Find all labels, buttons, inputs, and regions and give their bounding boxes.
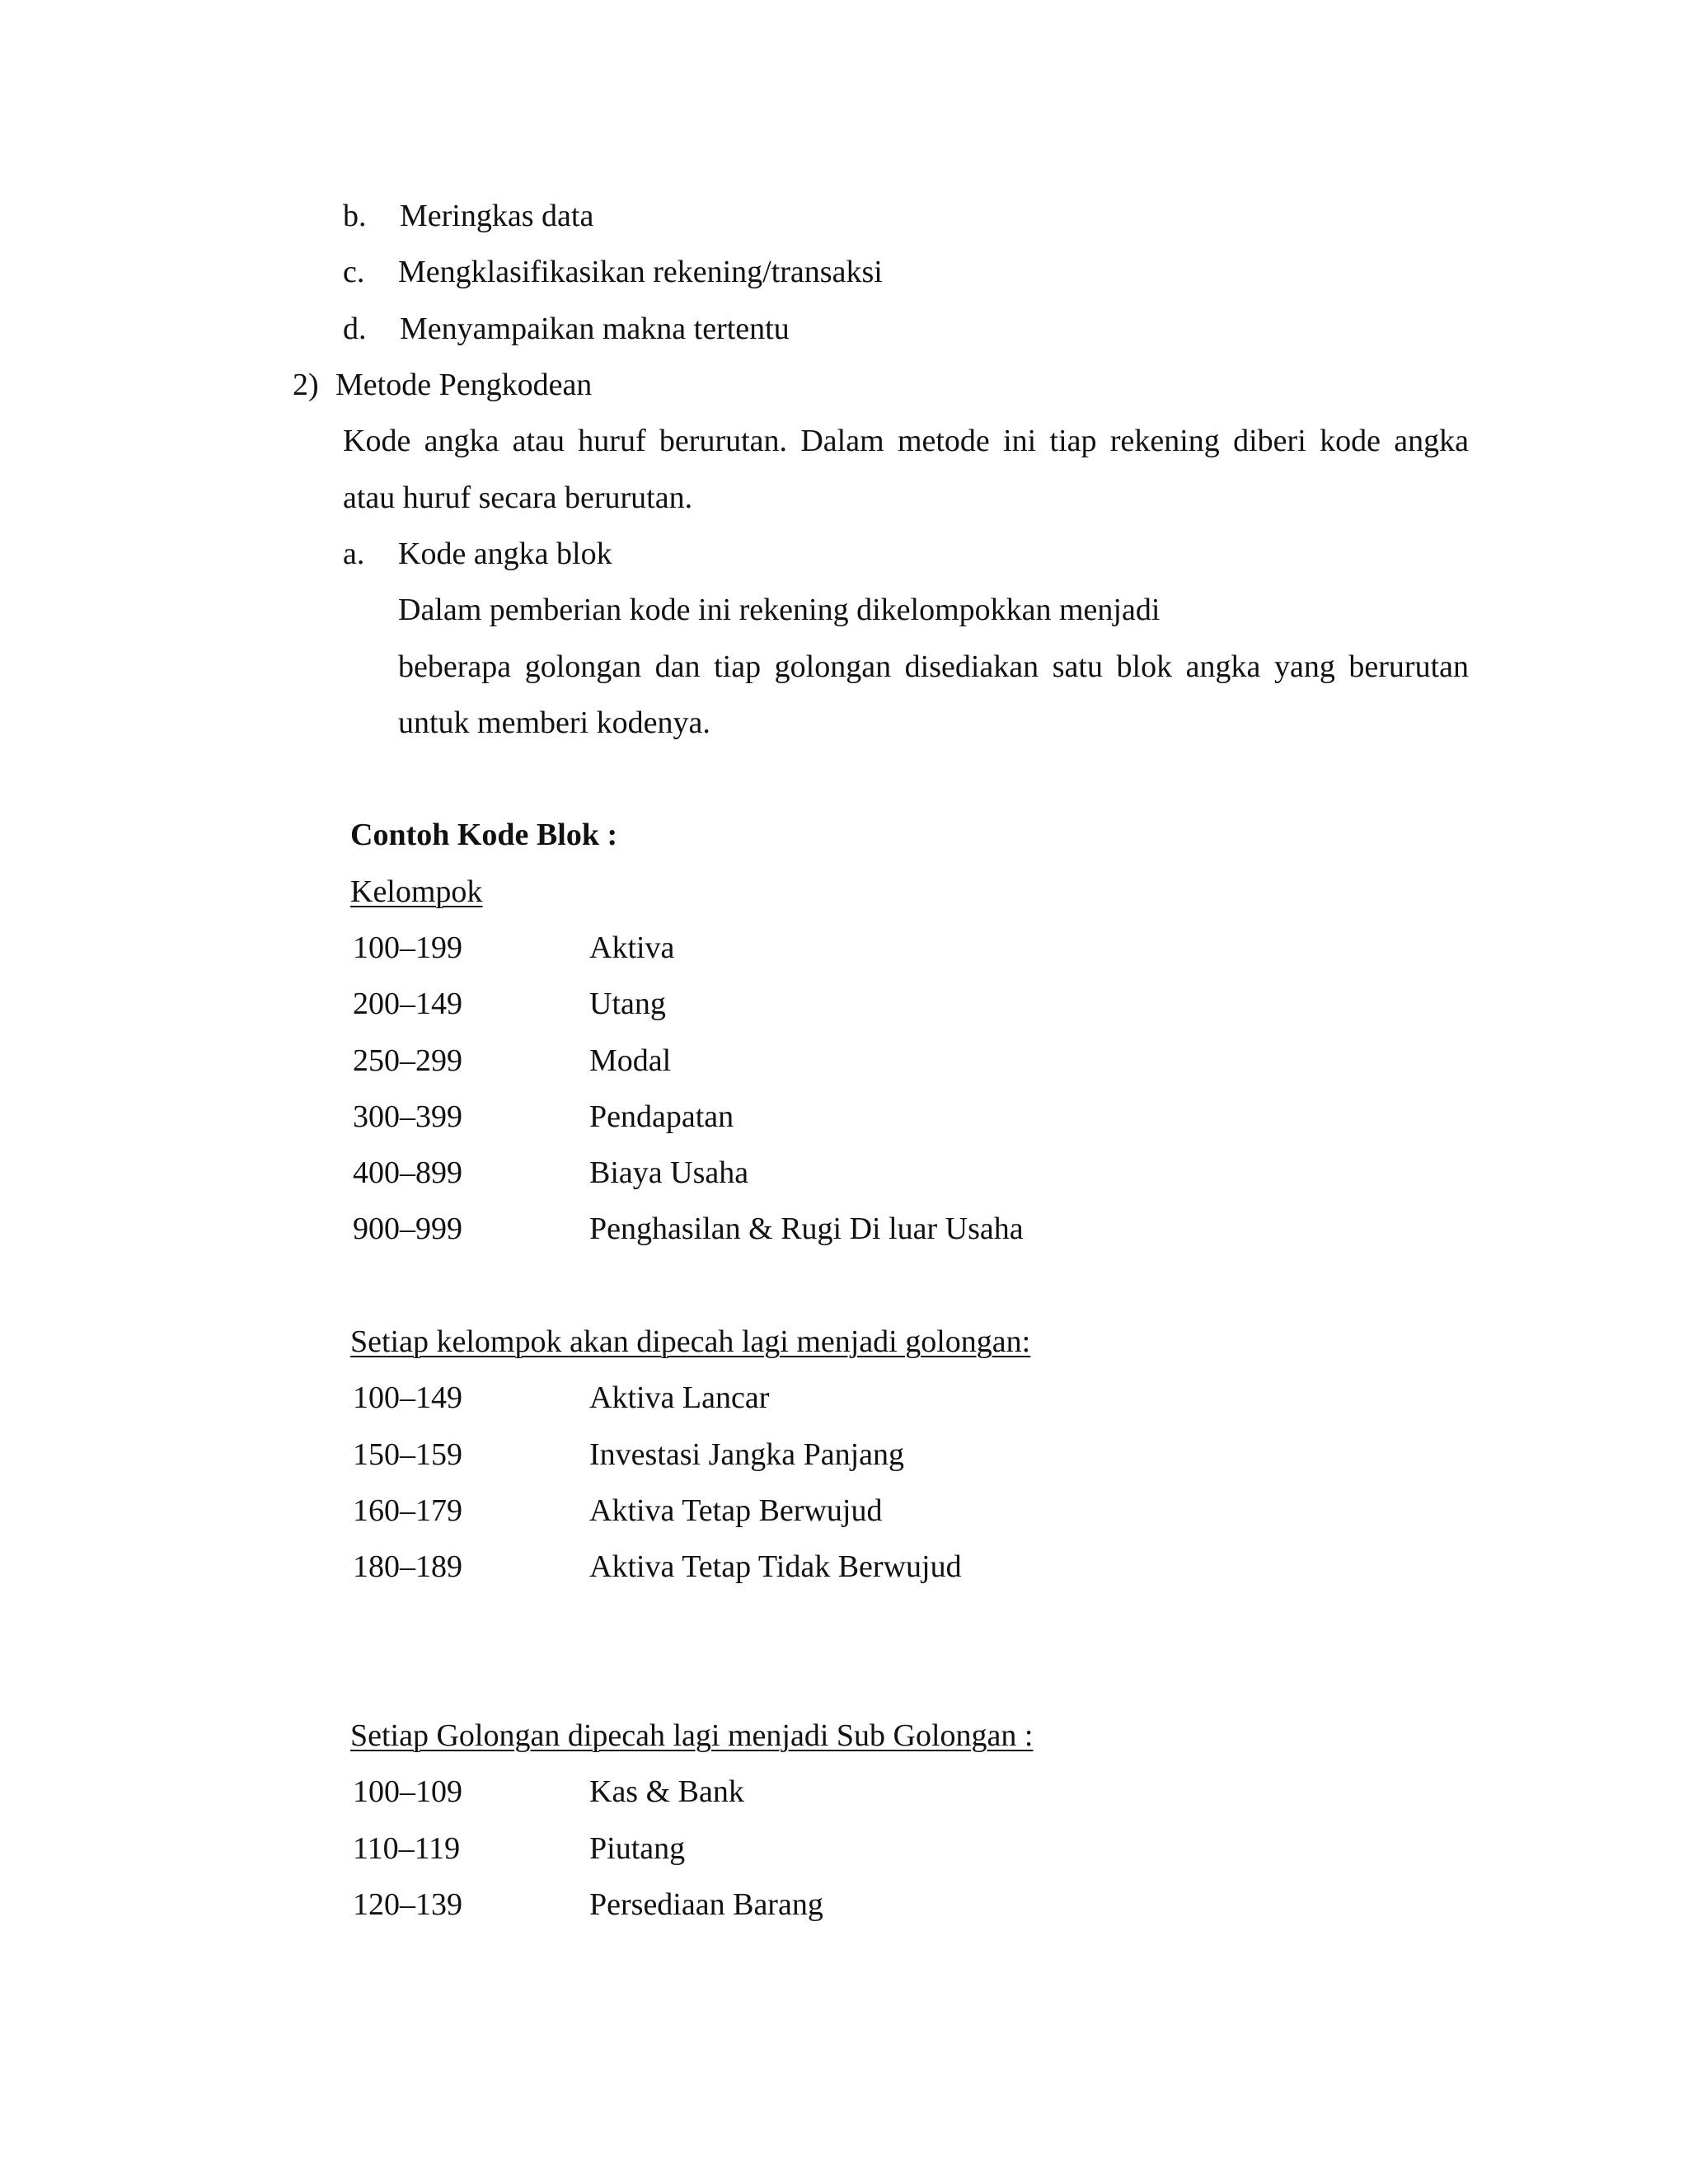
sub-title: Kode angka blok	[398, 537, 612, 571]
list-item-b: Meringkas data	[400, 199, 594, 233]
code-range: 120–139	[353, 1887, 462, 1922]
example-heading: Contoh Kode Blok :	[350, 818, 618, 852]
code-range: 100–199	[353, 930, 462, 965]
code-range: 900–999	[353, 1212, 462, 1246]
code-description: Aktiva Tetap Tidak Berwujud	[589, 1549, 962, 1584]
kelompok-row	[353, 988, 1177, 1024]
kelompok-row	[353, 1157, 1177, 1193]
code-description: Aktiva	[589, 930, 675, 965]
golongan-label: Setiap kelompok akan dipecah lagi menjadi golongan:	[350, 1324, 1031, 1359]
code-description: Aktiva Tetap Berwujud	[589, 1493, 883, 1528]
list-item-c: Mengklasifikasikan rekening/transaksi	[398, 255, 883, 289]
code-range: 160–179	[353, 1493, 462, 1528]
kelompok-row	[353, 1213, 1177, 1249]
code-range: 100–149	[353, 1380, 462, 1415]
code-description: Aktiva Lancar	[589, 1380, 770, 1415]
code-description: Utang	[589, 987, 666, 1021]
section-title: Metode Pengkodean	[335, 368, 593, 402]
code-range: 150–159	[353, 1437, 462, 1472]
code-range: 300–399	[353, 1099, 462, 1134]
golongan-row	[353, 1551, 1177, 1587]
code-range: 400–899	[353, 1155, 462, 1190]
code-description: Persediaan Barang	[589, 1887, 823, 1922]
code-description: Kas & Bank	[589, 1774, 744, 1809]
section-paragraph-line-1: Kode angka atau huruf berurutan. Dalam metode ini tiap rekening diberi kode angka	[343, 424, 1469, 458]
golongan-row	[353, 1495, 1177, 1531]
code-description: Investasi Jangka Panjang	[589, 1437, 905, 1472]
sub-golongan-row	[353, 1889, 1177, 1925]
kelompok-row	[353, 1045, 1177, 1081]
sub-paragraph-line-3: untuk memberi kodenya.	[398, 705, 710, 740]
list-item-d: Menyampaikan makna tertentu	[400, 312, 790, 346]
code-range: 200–149	[353, 987, 462, 1021]
list-marker-d: d.	[343, 312, 367, 346]
code-range: 250–299	[353, 1043, 462, 1078]
code-description: Modal	[589, 1043, 672, 1078]
list-marker-b: b.	[343, 199, 367, 233]
golongan-row	[353, 1382, 1177, 1418]
code-range: 100–109	[353, 1774, 462, 1809]
sub-golongan-row	[353, 1776, 1177, 1812]
code-range: 110–119	[353, 1831, 461, 1866]
sub-marker-a: a.	[343, 537, 365, 571]
sub-golongan-label: Setiap Golongan dipecah lagi menjadi Sub Golongan :	[350, 1718, 1034, 1753]
sub-paragraph-line-2: beberapa golongan dan tiap golongan disediakan satu blok angka yang berurutan	[398, 649, 1469, 684]
kelompok-row	[353, 1101, 1177, 1137]
sub-golongan-row	[353, 1833, 1177, 1869]
code-description: Biaya Usaha	[589, 1155, 749, 1190]
code-range: 180–189	[353, 1549, 462, 1584]
kelompok-row	[353, 932, 1177, 968]
section-paragraph-line-2: atau huruf secara berurutan.	[343, 480, 693, 515]
section-marker-2: 2)	[293, 368, 319, 402]
code-description: Pendapatan	[589, 1099, 734, 1134]
code-description: Piutang	[589, 1831, 686, 1866]
golongan-row	[353, 1439, 1177, 1475]
kelompok-label: Kelompok	[350, 874, 483, 909]
code-description: Penghasilan & Rugi Di luar Usaha	[589, 1212, 1024, 1246]
sub-paragraph-line-1: Dalam pemberian kode ini rekening dikelompokkan menjadi	[398, 593, 1160, 627]
list-marker-c: c.	[343, 255, 365, 289]
